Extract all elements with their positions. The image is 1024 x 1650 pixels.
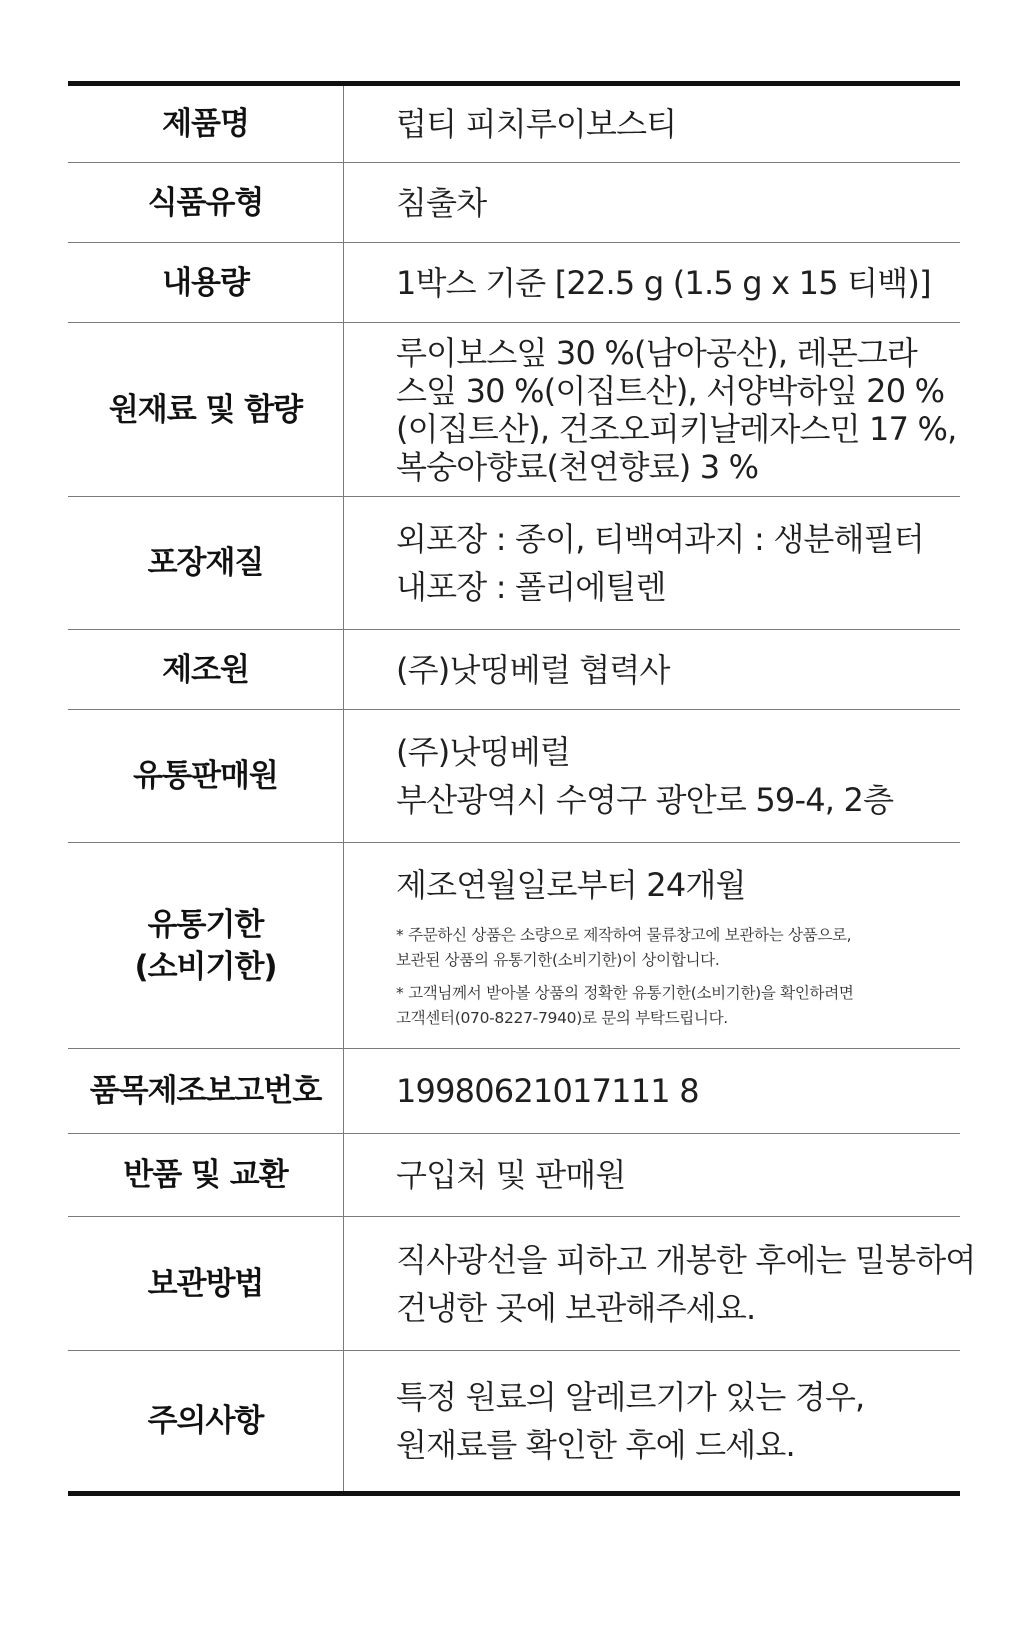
contact-note: * 고객님께서 받아볼 상품의 정확한 유통기한(소비기한)을 확인하려면 (396, 983, 854, 1002)
row-food-type (68, 163, 960, 243)
label-product-name: 제품명 (68, 86, 344, 162)
label-distributor: 유통판매원 (68, 710, 344, 842)
row-returns (68, 1134, 960, 1217)
value-ingredients: 루이보스잎 30 %(남아공산), 레몬그라 스잎 30 %(이집트산), 서양박하잎 20 % (이집트산), 건조오피키날레자스민 17 %, 복숭아향료(천연향료) 3 % (396, 333, 957, 486)
value-returns: 구입처 및 판매원 (396, 1156, 626, 1194)
value-expiration: 제조연월일로부터 24개월 * 주문하신 상품은 소량으로 제작하여 물류창고에 보관하는 상품으로, 보관된 상품의 유통기한(소비기한)이 상이합니다. * 고객님께서 받아볼 상품의 정확한 유통기한(소비기한)을 확인하려면 고객센터(070-8227-7940)로 문의 부탁드립니다. (344, 843, 960, 1048)
storage-note: 보관된 상품의 유통기한(소비기한)이 상이합니다. (396, 950, 720, 969)
row-distributor (68, 710, 960, 843)
label-ingredients: 원재료 및 함량 (68, 323, 344, 496)
product-info-table (68, 81, 976, 1496)
row-expiration (68, 843, 960, 1049)
label-content-amount: 내용량 (68, 243, 344, 322)
label-caution: 주의사항 (68, 1351, 344, 1491)
row-manufacturer (68, 630, 960, 710)
row-content-amount (68, 243, 960, 323)
label-storage: 보관방법 (68, 1217, 344, 1350)
value-report-number: 19980621017111 8 (396, 1072, 699, 1110)
value-caution: 특정 원료의 알레르기가 있는 경우, 원재료를 확인한 후에 드세요. (396, 1378, 865, 1464)
label-report-number: 품목제조보고번호 (68, 1049, 344, 1133)
value-storage: 직사광선을 피하고 개봉한 후에는 밀봉하여 건냉한 곳에 보관해주세요. (396, 1240, 976, 1327)
value-manufacturer: (주)낫띵베럴 협력사 (396, 650, 670, 689)
storage-note: * 주문하신 상품은 소량으로 제작하여 물류창고에 보관하는 상품으로, (396, 925, 852, 944)
row-ingredients (68, 323, 960, 497)
label-manufacturer: 제조원 (68, 630, 344, 709)
value-content-amount: 1박스 기준 [22.5 g (1.5 g x 15 티백)] (396, 263, 931, 302)
label-food-type: 식품유형 (68, 163, 344, 242)
row-storage (68, 1217, 976, 1351)
label-returns: 반품 및 교환 (68, 1134, 344, 1216)
value-distributor: (주)낫띵베럴 부산광역시 수영구 광안로 59-4, 2층 (396, 733, 894, 819)
label-expiration: 유통기한 (소비기한) (68, 843, 344, 1048)
value-packaging: 외포장 : 종이, 티백여과지 : 생분해필터 내포장 : 폴리에틸렌 (396, 520, 924, 606)
label-packaging: 포장재질 (68, 497, 344, 629)
value-food-type: 침출차 (396, 183, 487, 222)
contact-note: 고객센터(070-8227-7940)로 문의 부탁드립니다. (396, 1008, 728, 1027)
value-product-name: 럽티 피치루이보스티 (396, 105, 677, 143)
row-caution (68, 1351, 960, 1491)
row-report-number (68, 1049, 960, 1134)
row-product-name (68, 86, 960, 163)
row-packaging (68, 497, 960, 630)
